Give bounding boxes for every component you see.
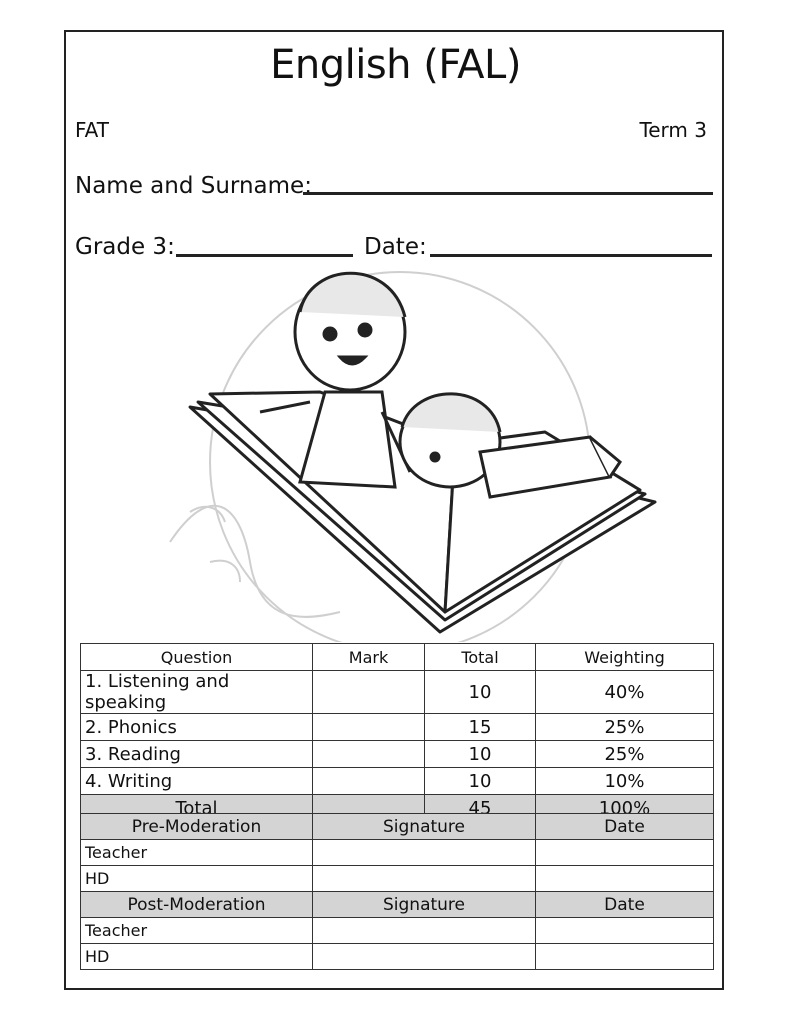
date-cell[interactable] (536, 918, 714, 944)
pre-moderation-header-row (81, 814, 714, 840)
date-cell[interactable] (536, 866, 714, 892)
date-cell[interactable] (536, 944, 714, 970)
role-cell: Teacher (81, 840, 313, 866)
weighting-cell: 10% (536, 768, 714, 795)
signature-header: Signature (313, 814, 536, 840)
mark-cell[interactable] (313, 671, 425, 714)
role-cell: HD (81, 944, 313, 970)
date-header: Date (536, 892, 714, 918)
mark-cell[interactable] (313, 768, 425, 795)
table-row (81, 768, 714, 795)
total-weighting-cell: 100% (536, 795, 714, 822)
table-row (81, 866, 714, 892)
signature-header: Signature (313, 892, 536, 918)
question-cell: 3. Reading (81, 741, 313, 768)
date-label: Date: (364, 234, 427, 260)
table-row (81, 918, 714, 944)
table-row (81, 944, 714, 970)
mark-cell[interactable] (313, 741, 425, 768)
marks-header-row (81, 644, 714, 671)
total-sum-cell: 45 (425, 795, 536, 822)
name-surname-label: Name and Surname: (75, 173, 312, 199)
weighting-cell: 25% (536, 714, 714, 741)
question-cell: 2. Phonics (81, 714, 313, 741)
header-question: Question (81, 644, 313, 671)
role-cell: HD (81, 866, 313, 892)
weighting-cell: 40% (536, 671, 714, 714)
moderation-table (80, 813, 714, 970)
grade-field[interactable] (176, 254, 353, 257)
date-header: Date (536, 814, 714, 840)
table-row (81, 741, 714, 768)
signature-cell[interactable] (313, 918, 536, 944)
table-row (81, 671, 714, 714)
page-title: English (FAL) (270, 42, 521, 88)
signature-cell[interactable] (313, 944, 536, 970)
date-field[interactable] (430, 254, 712, 257)
signature-cell[interactable] (313, 866, 536, 892)
children-reading-book-illustration (150, 262, 670, 642)
role-cell: Teacher (81, 918, 313, 944)
assessment-type: FAT (75, 118, 110, 142)
table-row (81, 714, 714, 741)
total-cell: 10 (425, 741, 536, 768)
total-cell: 10 (425, 671, 536, 714)
header-total: Total (425, 644, 536, 671)
post-moderation-header: Post-Moderation (81, 892, 313, 918)
pre-moderation-header: Pre-Moderation (81, 814, 313, 840)
question-cell: 4. Writing (81, 768, 313, 795)
name-surname-field[interactable] (303, 192, 713, 195)
total-label: Total (81, 795, 313, 822)
marks-table (80, 643, 714, 822)
weighting-cell: 25% (536, 741, 714, 768)
term-label: Term 3 (639, 118, 707, 142)
header-mark: Mark (313, 644, 425, 671)
table-row (81, 840, 714, 866)
post-moderation-header-row (81, 892, 714, 918)
total-cell: 10 (425, 768, 536, 795)
total-cell: 15 (425, 714, 536, 741)
date-cell[interactable] (536, 840, 714, 866)
signature-cell[interactable] (313, 840, 536, 866)
question-cell: 1. Listening and speaking (81, 671, 313, 714)
mark-cell[interactable] (313, 714, 425, 741)
header-weighting: Weighting (536, 644, 714, 671)
grade-label: Grade 3: (75, 234, 175, 260)
